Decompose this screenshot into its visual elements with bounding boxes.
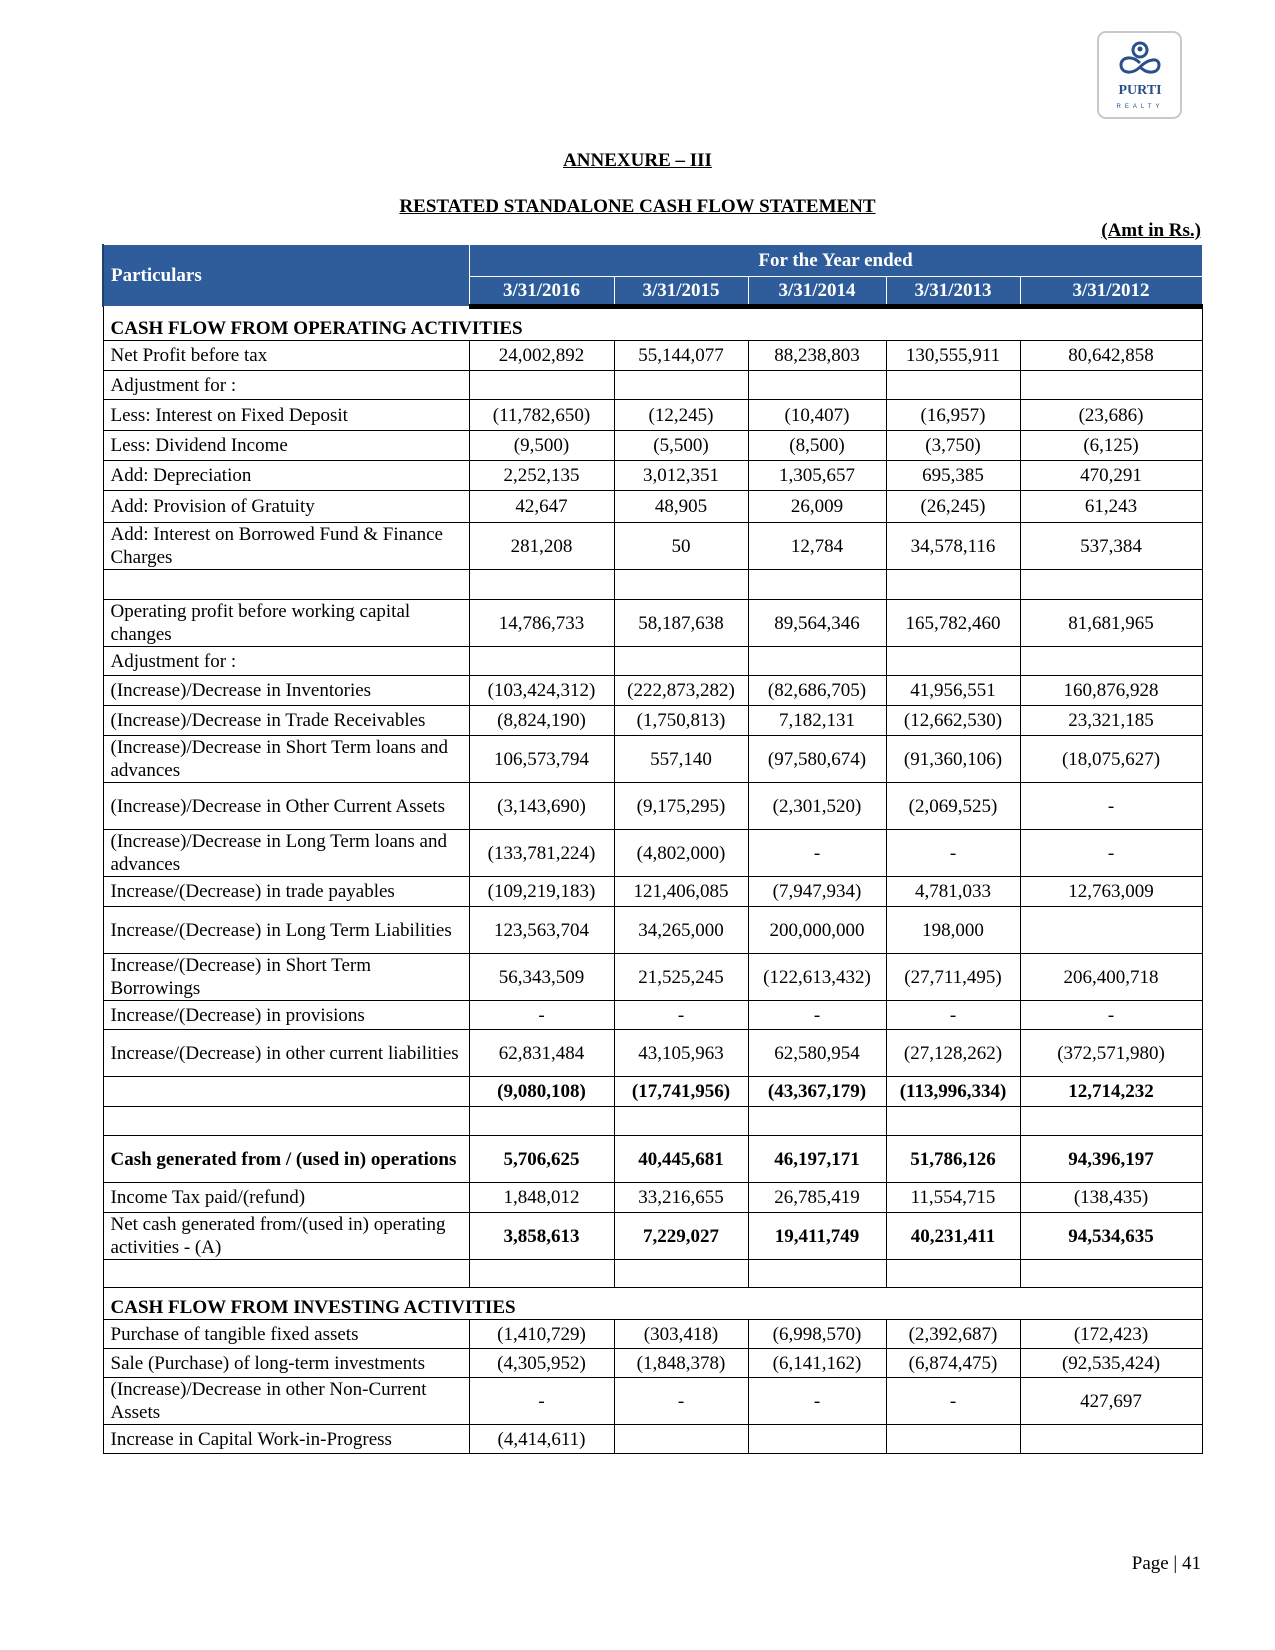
value-cell: 51,786,126 bbox=[886, 1136, 1020, 1183]
value-cell: (2,392,687) bbox=[886, 1320, 1020, 1349]
value-cell: (43,367,179) bbox=[748, 1077, 886, 1107]
value-cell: - bbox=[886, 830, 1020, 877]
value-cell: 130,555,911 bbox=[886, 341, 1020, 371]
value-cell: 81,681,965 bbox=[1020, 600, 1202, 647]
value-cell: - bbox=[614, 1001, 748, 1030]
table-row bbox=[103, 1136, 1202, 1183]
year-header: 3/31/2012 bbox=[1020, 277, 1202, 307]
value-cell: - bbox=[748, 830, 886, 877]
value-cell: 42,647 bbox=[469, 491, 614, 523]
value-cell: 43,105,963 bbox=[614, 1030, 748, 1077]
value-cell: 12,763,009 bbox=[1020, 877, 1202, 907]
table-row bbox=[103, 371, 1202, 400]
value-cell: 165,782,460 bbox=[886, 600, 1020, 647]
table-row bbox=[103, 783, 1202, 830]
value-cell: 26,785,419 bbox=[748, 1183, 886, 1213]
value-cell: 557,140 bbox=[614, 736, 748, 783]
value-cell bbox=[614, 371, 748, 400]
row-label: Cash generated from / (used in) operations bbox=[103, 1136, 469, 1183]
value-cell: 200,000,000 bbox=[748, 907, 886, 954]
annexure-heading: ANNEXURE – III bbox=[563, 150, 712, 171]
value-cell: - bbox=[469, 1001, 614, 1030]
value-cell: - bbox=[614, 1378, 748, 1425]
empty-cell bbox=[748, 1260, 886, 1288]
empty-cell bbox=[1020, 570, 1202, 600]
value-cell: 5,706,625 bbox=[469, 1136, 614, 1183]
value-cell: 58,187,638 bbox=[614, 600, 748, 647]
value-cell: (18,075,627) bbox=[1020, 736, 1202, 783]
value-cell bbox=[748, 647, 886, 676]
row-label bbox=[103, 1077, 469, 1107]
value-cell: 537,384 bbox=[1020, 523, 1202, 570]
empty-cell bbox=[886, 570, 1020, 600]
table-row bbox=[103, 830, 1202, 877]
table-row bbox=[103, 954, 1202, 1001]
row-label: Increase/(Decrease) in other current liabilities bbox=[103, 1030, 469, 1077]
value-cell: 281,208 bbox=[469, 523, 614, 570]
table-row bbox=[103, 570, 1202, 600]
table-row bbox=[103, 400, 1202, 431]
empty-cell bbox=[614, 1107, 748, 1136]
empty-cell bbox=[103, 1260, 469, 1288]
value-cell bbox=[1020, 907, 1202, 954]
table-row bbox=[103, 736, 1202, 783]
logo-tagline-text: REALTY bbox=[1116, 104, 1164, 110]
section-heading: CASH FLOW FROM INVESTING ACTIVITIES bbox=[103, 1288, 1202, 1320]
value-cell: (12,245) bbox=[614, 400, 748, 431]
value-cell: (12,662,530) bbox=[886, 706, 1020, 736]
value-cell: (27,128,262) bbox=[886, 1030, 1020, 1077]
value-cell: - bbox=[1020, 783, 1202, 830]
value-cell: - bbox=[748, 1378, 886, 1425]
value-cell: (10,407) bbox=[748, 400, 886, 431]
value-cell: (5,500) bbox=[614, 431, 748, 461]
empty-cell bbox=[614, 570, 748, 600]
value-cell: (113,996,334) bbox=[886, 1077, 1020, 1107]
value-cell: - bbox=[1020, 830, 1202, 877]
value-cell: - bbox=[886, 1001, 1020, 1030]
value-cell bbox=[886, 1425, 1020, 1454]
value-cell: 62,831,484 bbox=[469, 1030, 614, 1077]
table-row bbox=[103, 706, 1202, 736]
value-cell: 4,781,033 bbox=[886, 877, 1020, 907]
row-label: (Increase)/Decrease in Long Term loans and advances bbox=[103, 830, 469, 877]
value-cell bbox=[614, 1425, 748, 1454]
table-row bbox=[103, 647, 1202, 676]
value-cell: 61,243 bbox=[1020, 491, 1202, 523]
value-cell: (26,245) bbox=[886, 491, 1020, 523]
table-row bbox=[103, 341, 1202, 371]
row-label: Net cash generated from/(used in) operating activities - (A) bbox=[103, 1213, 469, 1260]
value-cell: 48,905 bbox=[614, 491, 748, 523]
row-label: Add: Interest on Borrowed Fund & Finance Charges bbox=[103, 523, 469, 570]
row-label: Purchase of tangible fixed assets bbox=[103, 1320, 469, 1349]
table-row bbox=[103, 907, 1202, 954]
year-header: 3/31/2015 bbox=[614, 277, 748, 307]
value-cell: 56,343,509 bbox=[469, 954, 614, 1001]
value-cell: 106,573,794 bbox=[469, 736, 614, 783]
value-cell: 50 bbox=[614, 523, 748, 570]
statement-title: RESTATED STANDALONE CASH FLOW STATEMENT bbox=[399, 196, 876, 217]
year-header: 3/31/2016 bbox=[469, 277, 614, 307]
value-cell: (9,500) bbox=[469, 431, 614, 461]
row-label: (Increase)/Decrease in Inventories bbox=[103, 676, 469, 706]
value-cell: (11,782,650) bbox=[469, 400, 614, 431]
row-label: Increase/(Decrease) in provisions bbox=[103, 1001, 469, 1030]
empty-cell bbox=[103, 570, 469, 600]
row-label: Operating profit before working capital changes bbox=[103, 600, 469, 647]
value-cell: (372,571,980) bbox=[1020, 1030, 1202, 1077]
table-row bbox=[103, 461, 1202, 491]
table-body bbox=[103, 307, 1202, 1454]
value-cell bbox=[1020, 1425, 1202, 1454]
empty-cell bbox=[614, 1260, 748, 1288]
page-number: Page | 41 bbox=[1131, 1553, 1201, 1574]
value-cell: - bbox=[886, 1378, 1020, 1425]
value-cell: 7,182,131 bbox=[748, 706, 886, 736]
row-label: Adjustment for : bbox=[103, 647, 469, 676]
table-row bbox=[103, 877, 1202, 907]
value-cell: (172,423) bbox=[1020, 1320, 1202, 1349]
empty-cell bbox=[469, 1107, 614, 1136]
table-row bbox=[103, 1001, 1202, 1030]
value-cell: 123,563,704 bbox=[469, 907, 614, 954]
value-cell: (109,219,183) bbox=[469, 877, 614, 907]
value-cell: - bbox=[748, 1001, 886, 1030]
value-cell bbox=[614, 647, 748, 676]
value-cell: 19,411,749 bbox=[748, 1213, 886, 1260]
value-cell: (303,418) bbox=[614, 1320, 748, 1349]
value-cell: (1,410,729) bbox=[469, 1320, 614, 1349]
table-row bbox=[103, 1077, 1202, 1107]
value-cell: (6,998,570) bbox=[748, 1320, 886, 1349]
value-cell: 12,784 bbox=[748, 523, 886, 570]
value-cell bbox=[748, 1425, 886, 1454]
value-cell: 46,197,171 bbox=[748, 1136, 886, 1183]
value-cell: 2,252,135 bbox=[469, 461, 614, 491]
value-cell: (82,686,705) bbox=[748, 676, 886, 706]
row-label: (Increase)/Decrease in other Non-Current Assets bbox=[103, 1378, 469, 1425]
value-cell: (1,848,378) bbox=[614, 1349, 748, 1378]
value-cell: (138,435) bbox=[1020, 1183, 1202, 1213]
value-cell: 41,956,551 bbox=[886, 676, 1020, 706]
value-cell: 21,525,245 bbox=[614, 954, 748, 1001]
value-cell: 34,265,000 bbox=[614, 907, 748, 954]
value-cell: (3,143,690) bbox=[469, 783, 614, 830]
amount-unit-note: (Amt in Rs.) bbox=[1101, 220, 1201, 241]
value-cell: 12,714,232 bbox=[1020, 1077, 1202, 1107]
table-row bbox=[103, 1260, 1202, 1288]
table-row bbox=[103, 1107, 1202, 1136]
table-row bbox=[103, 1378, 1202, 1425]
row-label: Income Tax paid/(refund) bbox=[103, 1183, 469, 1213]
value-cell bbox=[886, 371, 1020, 400]
logo-brand-text: PURTI bbox=[1118, 83, 1162, 98]
value-cell: (2,301,520) bbox=[748, 783, 886, 830]
value-cell: 23,321,185 bbox=[1020, 706, 1202, 736]
value-cell: (6,874,475) bbox=[886, 1349, 1020, 1378]
table-row bbox=[103, 1183, 1202, 1213]
empty-cell bbox=[886, 1107, 1020, 1136]
value-cell: 206,400,718 bbox=[1020, 954, 1202, 1001]
row-label: Increase in Capital Work-in-Progress bbox=[103, 1425, 469, 1454]
table-row bbox=[103, 523, 1202, 570]
value-cell: (1,750,813) bbox=[614, 706, 748, 736]
row-label: Increase/(Decrease) in Short Term Borrowings bbox=[103, 954, 469, 1001]
table-row bbox=[103, 1213, 1202, 1260]
empty-cell bbox=[886, 1260, 1020, 1288]
value-cell: 695,385 bbox=[886, 461, 1020, 491]
table-row bbox=[103, 1030, 1202, 1077]
value-cell: 55,144,077 bbox=[614, 341, 748, 371]
value-cell: (27,711,495) bbox=[886, 954, 1020, 1001]
table-row bbox=[103, 1320, 1202, 1349]
value-cell: - bbox=[469, 1378, 614, 1425]
year-header: 3/31/2014 bbox=[748, 277, 886, 307]
value-cell: 88,238,803 bbox=[748, 341, 886, 371]
value-cell: 1,305,657 bbox=[748, 461, 886, 491]
value-cell: 11,554,715 bbox=[886, 1183, 1020, 1213]
value-cell: 7,229,027 bbox=[614, 1213, 748, 1260]
value-cell: 26,009 bbox=[748, 491, 886, 523]
value-cell: 40,445,681 bbox=[614, 1136, 748, 1183]
value-cell: (23,686) bbox=[1020, 400, 1202, 431]
table-header bbox=[103, 245, 1202, 307]
value-cell bbox=[1020, 371, 1202, 400]
period-header: For the Year ended bbox=[469, 245, 1202, 277]
value-cell: (3,750) bbox=[886, 431, 1020, 461]
value-cell bbox=[748, 371, 886, 400]
value-cell: (9,080,108) bbox=[469, 1077, 614, 1107]
row-label: (Increase)/Decrease in Other Current Assets bbox=[103, 783, 469, 830]
value-cell: 33,216,655 bbox=[614, 1183, 748, 1213]
section-heading: CASH FLOW FROM OPERATING ACTIVITIES bbox=[103, 307, 1202, 341]
value-cell bbox=[469, 371, 614, 400]
value-cell: 89,564,346 bbox=[748, 600, 886, 647]
empty-cell bbox=[748, 1107, 886, 1136]
row-label: Less: Interest on Fixed Deposit bbox=[103, 400, 469, 431]
table-row bbox=[103, 600, 1202, 647]
table-row bbox=[103, 307, 1202, 341]
value-cell: (222,873,282) bbox=[614, 676, 748, 706]
value-cell: (9,175,295) bbox=[614, 783, 748, 830]
value-cell: 3,858,613 bbox=[469, 1213, 614, 1260]
value-cell: 198,000 bbox=[886, 907, 1020, 954]
row-label: Add: Provision of Gratuity bbox=[103, 491, 469, 523]
row-label: Adjustment for : bbox=[103, 371, 469, 400]
empty-cell bbox=[1020, 1260, 1202, 1288]
table-row bbox=[103, 676, 1202, 706]
value-cell: 14,786,733 bbox=[469, 600, 614, 647]
value-cell: (16,957) bbox=[886, 400, 1020, 431]
table-row bbox=[103, 431, 1202, 461]
value-cell: (8,824,190) bbox=[469, 706, 614, 736]
value-cell: 121,406,085 bbox=[614, 877, 748, 907]
value-cell: (4,802,000) bbox=[614, 830, 748, 877]
value-cell: (92,535,424) bbox=[1020, 1349, 1202, 1378]
value-cell: (103,424,312) bbox=[469, 676, 614, 706]
empty-cell bbox=[469, 570, 614, 600]
value-cell: 1,848,012 bbox=[469, 1183, 614, 1213]
particulars-header: Particulars bbox=[103, 245, 469, 307]
empty-cell bbox=[1020, 1107, 1202, 1136]
year-header: 3/31/2013 bbox=[886, 277, 1020, 307]
value-cell: - bbox=[1020, 1001, 1202, 1030]
empty-cell bbox=[469, 1260, 614, 1288]
value-cell: (133,781,224) bbox=[469, 830, 614, 877]
value-cell: (91,360,106) bbox=[886, 736, 1020, 783]
value-cell: 24,002,892 bbox=[469, 341, 614, 371]
value-cell: (8,500) bbox=[748, 431, 886, 461]
table-row bbox=[103, 491, 1202, 523]
value-cell: (7,947,934) bbox=[748, 877, 886, 907]
value-cell: (97,580,674) bbox=[748, 736, 886, 783]
row-label: Increase/(Decrease) in Long Term Liabilities bbox=[103, 907, 469, 954]
empty-cell bbox=[103, 1107, 469, 1136]
row-label: Net Profit before tax bbox=[103, 341, 469, 371]
company-logo bbox=[1097, 31, 1182, 119]
table-row bbox=[103, 1288, 1202, 1320]
value-cell: 470,291 bbox=[1020, 461, 1202, 491]
row-label: Sale (Purchase) of long-term investments bbox=[103, 1349, 469, 1378]
value-cell: 94,534,635 bbox=[1020, 1213, 1202, 1260]
empty-cell bbox=[748, 570, 886, 600]
value-cell: 80,642,858 bbox=[1020, 341, 1202, 371]
value-cell: (6,141,162) bbox=[748, 1349, 886, 1378]
value-cell: (4,414,611) bbox=[469, 1425, 614, 1454]
value-cell: 160,876,928 bbox=[1020, 676, 1202, 706]
row-label: (Increase)/Decrease in Short Term loans and advances bbox=[103, 736, 469, 783]
row-label: Increase/(Decrease) in trade payables bbox=[103, 877, 469, 907]
cash-flow-table bbox=[102, 244, 1203, 1454]
value-cell bbox=[469, 647, 614, 676]
value-cell: 3,012,351 bbox=[614, 461, 748, 491]
value-cell: (2,069,525) bbox=[886, 783, 1020, 830]
value-cell: (6,125) bbox=[1020, 431, 1202, 461]
value-cell: 427,697 bbox=[1020, 1378, 1202, 1425]
row-label: Less: Dividend Income bbox=[103, 431, 469, 461]
value-cell: (17,741,956) bbox=[614, 1077, 748, 1107]
table-row bbox=[103, 1425, 1202, 1454]
row-label: (Increase)/Decrease in Trade Receivables bbox=[103, 706, 469, 736]
value-cell: (4,305,952) bbox=[469, 1349, 614, 1378]
row-label: Add: Depreciation bbox=[103, 461, 469, 491]
value-cell bbox=[886, 647, 1020, 676]
value-cell: 62,580,954 bbox=[748, 1030, 886, 1077]
value-cell: (122,613,432) bbox=[748, 954, 886, 1001]
value-cell: 94,396,197 bbox=[1020, 1136, 1202, 1183]
table-row bbox=[103, 1349, 1202, 1378]
value-cell bbox=[1020, 647, 1202, 676]
value-cell: 34,578,116 bbox=[886, 523, 1020, 570]
value-cell: 40,231,411 bbox=[886, 1213, 1020, 1260]
